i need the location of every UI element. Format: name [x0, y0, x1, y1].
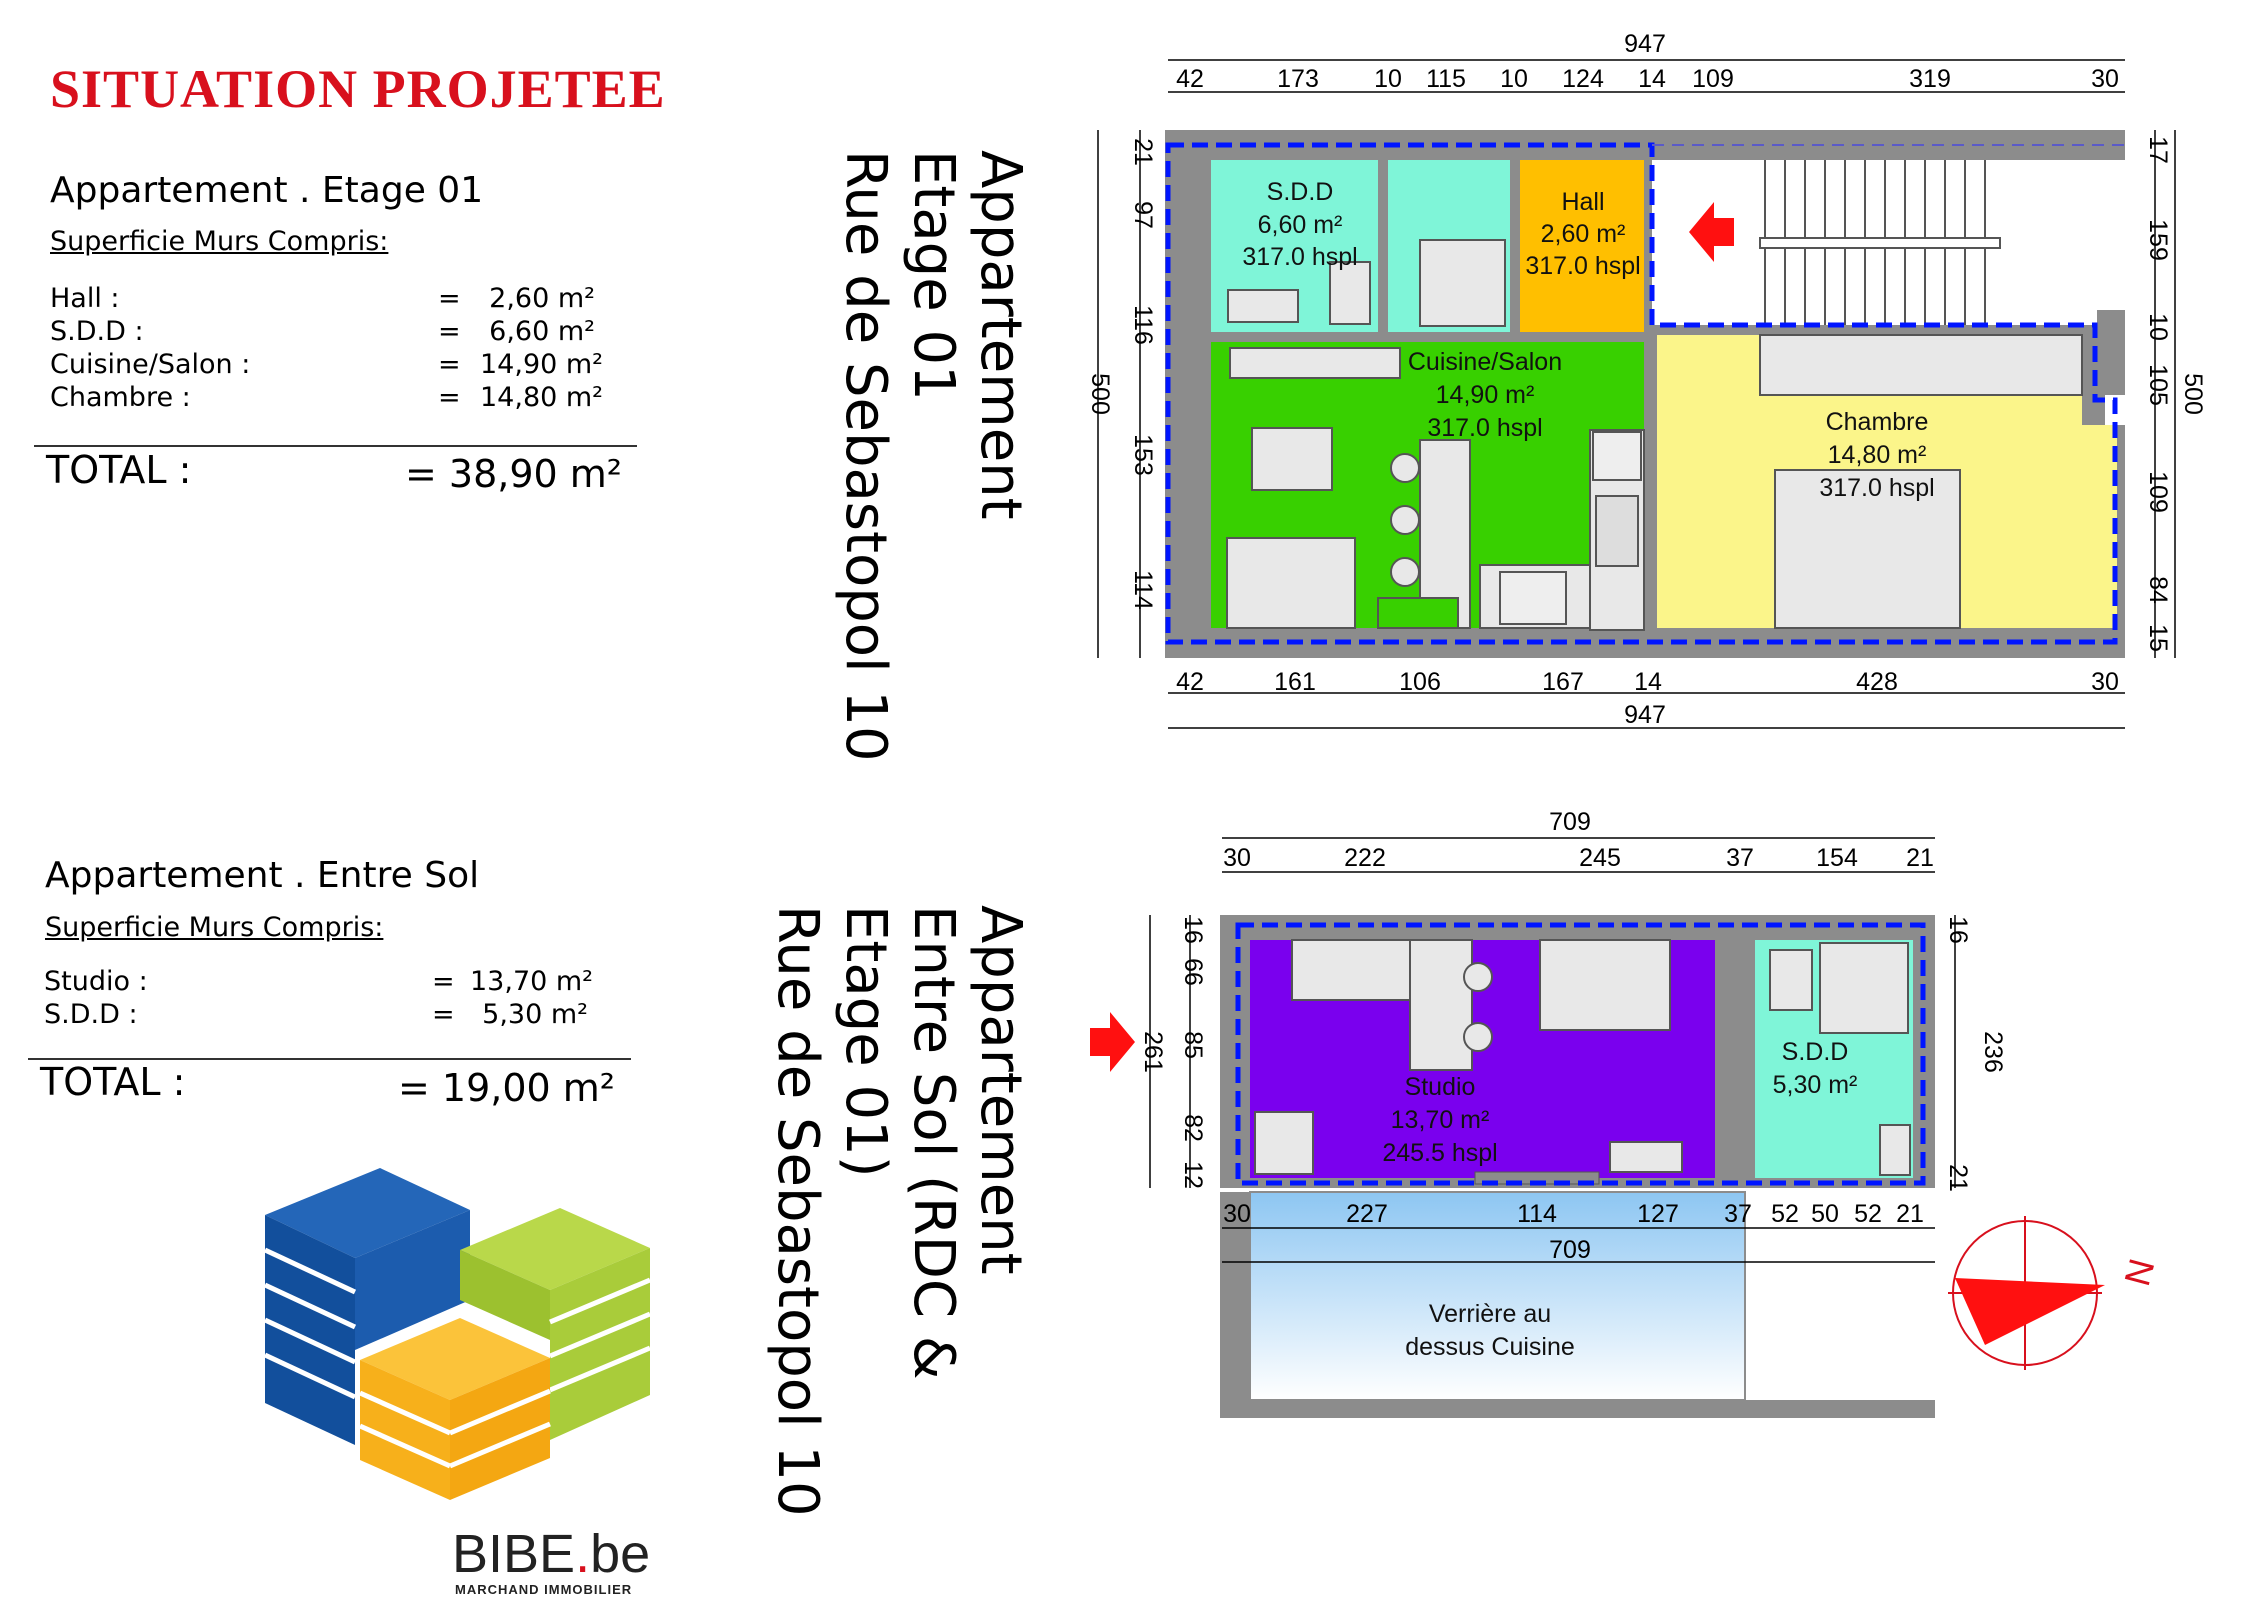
- room-label: 14,80 m²: [1827, 441, 1927, 469]
- logo: [265, 1168, 650, 1597]
- dim-label: 227: [1346, 1200, 1388, 1228]
- room-label: 5,30 m²: [1772, 1071, 1858, 1099]
- room-label: S.D.D: [1266, 178, 1334, 206]
- dim-label: 709: [1549, 808, 1591, 836]
- dim-label: 21: [1129, 138, 1157, 166]
- dim-label: 947: [1624, 30, 1666, 58]
- dim-label: 222: [1344, 844, 1386, 872]
- entresol-vertical-title-line: Rue de Sebastopol 10: [765, 905, 830, 1517]
- kitchen-counter: [1230, 348, 1400, 378]
- stool: [1391, 454, 1419, 482]
- etage01-row-eq: =: [438, 316, 461, 347]
- dim-label: 127: [1637, 1200, 1679, 1228]
- dim-label: 21: [1944, 1164, 1972, 1192]
- toilet: [1330, 262, 1370, 324]
- entresol-vertical-title-line: Appartement: [968, 905, 1033, 1275]
- entresol-heading: Appartement . Entre Sol: [45, 855, 480, 896]
- room-label: Cuisine/Salon: [1407, 348, 1563, 376]
- wall: [1220, 1400, 1935, 1418]
- kitchen-island: [1410, 940, 1472, 1070]
- room-label: dessus Cuisine: [1405, 1333, 1575, 1361]
- dim-label: 153: [1129, 434, 1157, 476]
- dim-label: 30: [1223, 844, 1251, 872]
- entresol-vertical-title-line: Entre Sol (RDC &: [901, 905, 966, 1380]
- stool: [1464, 1023, 1492, 1051]
- stool: [1391, 558, 1419, 586]
- dim-label: 709: [1549, 1236, 1591, 1264]
- plan-etage01: [1086, 30, 2207, 729]
- logo-tagline: MARCHAND IMMOBILIER: [455, 1582, 633, 1597]
- dim-label: 17: [2144, 136, 2172, 164]
- dim-label: 428: [1856, 668, 1898, 696]
- etage01-total-value: = 38,90 m²: [405, 452, 623, 496]
- room-label: 317.0 hspl: [1819, 474, 1935, 502]
- sink: [1596, 496, 1638, 566]
- room-label: S.D.D: [1781, 1038, 1849, 1066]
- entresol-row-value: 5,30 m²: [482, 999, 588, 1030]
- dim-label: 50: [1811, 1200, 1839, 1228]
- dim-label: 245: [1579, 844, 1621, 872]
- shower: [1420, 240, 1505, 326]
- entresol-row-label: Studio :: [44, 966, 148, 997]
- dim-label: 85: [1179, 1031, 1207, 1059]
- dim-label: 10: [1374, 65, 1402, 93]
- radiator: [1610, 1142, 1682, 1172]
- dim-label: 30: [1223, 1200, 1251, 1228]
- wardrobe: [1760, 335, 2082, 395]
- etage01-total-label: TOTAL :: [46, 448, 192, 492]
- etage01-row-eq: =: [438, 349, 461, 380]
- page-title: SITUATION PROJETEE: [50, 59, 666, 119]
- room-label: Verrière au: [1428, 1300, 1552, 1328]
- entresol-row-value: 13,70 m²: [470, 966, 594, 997]
- dim-label: 97: [1129, 201, 1157, 229]
- washbasin: [1228, 290, 1298, 322]
- dim-label: 115: [1426, 65, 1466, 93]
- room-label: 317.0 hspl: [1427, 414, 1543, 442]
- etage01-row-value: 14,90 m²: [480, 349, 604, 380]
- room-label: 13,70 m²: [1390, 1106, 1490, 1134]
- etage01-heading: Appartement . Etage 01: [50, 170, 484, 211]
- room-label: 317.0 hspl: [1525, 252, 1641, 280]
- shower: [1820, 943, 1908, 1033]
- dim-label: 261: [1139, 1031, 1167, 1073]
- room-label: 6,60 m²: [1257, 211, 1343, 239]
- stairwell: [2105, 395, 2145, 425]
- room-label: 245.5 hspl: [1382, 1139, 1498, 1167]
- dim-label: 15: [2144, 624, 2172, 652]
- room-label: 2,60 m²: [1540, 220, 1626, 248]
- etage01-row-eq: =: [438, 283, 461, 314]
- dim-label: 236: [1979, 1031, 2007, 1073]
- dim-label: 30: [2091, 668, 2119, 696]
- dim-label: 30: [2091, 65, 2119, 93]
- dim-label: 42: [1176, 668, 1204, 696]
- dim-label: 52: [1771, 1200, 1799, 1228]
- dim-label: 14: [1634, 668, 1662, 696]
- entresol-row-label: S.D.D :: [44, 999, 138, 1030]
- etage01-vertical-title-line: Rue de Sebastopol 10: [833, 150, 898, 762]
- dim-label: 82: [1179, 1114, 1207, 1142]
- dim-label: 319: [1909, 65, 1951, 93]
- entresol-total-value: = 19,00 m²: [398, 1066, 616, 1110]
- dim-label: 16: [1179, 916, 1207, 944]
- entresol-row-eq: =: [432, 966, 455, 997]
- room-label: Hall: [1561, 188, 1605, 216]
- etage01-row-eq: =: [438, 382, 461, 413]
- dim-label: 37: [1724, 1200, 1752, 1228]
- room-label: 317.0 hspl: [1242, 243, 1358, 271]
- etage01-row-value: 2,60 m²: [489, 283, 595, 314]
- etage01-subheading: Superficie Murs Compris:: [50, 226, 389, 257]
- etage01-row-label: Chambre :: [50, 382, 191, 413]
- room-label: 14,90 m²: [1435, 381, 1535, 409]
- compass-icon: [1948, 1216, 2162, 1370]
- entresol-vertical-title-line: Etage 01): [833, 905, 898, 1178]
- table: [1252, 428, 1332, 490]
- dim-label: 154: [1816, 844, 1858, 872]
- entresol-row-eq: =: [432, 999, 455, 1030]
- dim-label: 12: [1179, 1161, 1207, 1189]
- dim-label: 21: [1906, 844, 1934, 872]
- room-chambre: [2082, 425, 2117, 628]
- compass-label: N: [2116, 1254, 2163, 1291]
- entresol-total-label: TOTAL :: [40, 1060, 186, 1104]
- dim-label: 114: [1517, 1200, 1557, 1228]
- dim-label: 21: [1896, 1200, 1924, 1228]
- dim-label: 159: [2144, 219, 2172, 261]
- dim-label: 167: [1542, 668, 1584, 696]
- washbasin: [1880, 1125, 1910, 1175]
- storage: [1255, 1112, 1313, 1174]
- radiator: [1378, 598, 1458, 628]
- toilet: [1770, 950, 1812, 1010]
- etage01-row-value: 14,80 m²: [480, 382, 604, 413]
- cooktop: [1500, 572, 1566, 624]
- stool: [1391, 506, 1419, 534]
- dim-label: 500: [1086, 373, 1114, 415]
- dim-label: 52: [1854, 1200, 1882, 1228]
- dim-label: 124: [1562, 65, 1604, 93]
- sofa: [1540, 940, 1670, 1030]
- dim-label: 105: [2144, 364, 2172, 406]
- dim-label: 84: [2144, 576, 2172, 604]
- dim-label: 109: [1692, 65, 1734, 93]
- dim-label: 42: [1176, 65, 1204, 93]
- dim-label: 10: [1500, 65, 1528, 93]
- dim-label: 114: [1129, 570, 1157, 610]
- entresol-subheading: Superficie Murs Compris:: [45, 912, 384, 943]
- dim-label: 161: [1274, 668, 1316, 696]
- dim-label: 500: [2179, 373, 2207, 415]
- stairwell: [2080, 160, 2125, 310]
- dim-label: 37: [1726, 844, 1754, 872]
- logo-text: BIBE.be: [452, 1524, 651, 1584]
- etage01-row-label: S.D.D :: [50, 316, 144, 347]
- stool: [1464, 963, 1492, 991]
- etage01-row-label: Cuisine/Salon :: [50, 349, 251, 380]
- room-label: Chambre: [1825, 408, 1929, 436]
- dim-label: 109: [2144, 471, 2172, 513]
- dim-label: 10: [2144, 313, 2172, 341]
- dim-label: 947: [1624, 701, 1666, 729]
- dim-label: 66: [1179, 958, 1207, 986]
- etage01-vertical-title-line: Appartement: [968, 150, 1033, 520]
- fridge: [1593, 432, 1641, 480]
- dim-label: 14: [1638, 65, 1666, 93]
- entrance-arrow-icon: [1090, 1012, 1135, 1072]
- sofa: [1227, 538, 1355, 628]
- dim-label: 106: [1399, 668, 1441, 696]
- room-label: Studio: [1404, 1073, 1476, 1101]
- etage01-row-label: Hall :: [50, 283, 120, 314]
- dim-label: 173: [1277, 65, 1319, 93]
- etage01-row-value: 6,60 m²: [489, 316, 595, 347]
- dim-label: 116: [1129, 305, 1157, 345]
- etage01-vertical-title-line: Etage 01: [901, 150, 966, 401]
- plan-entresol: [1090, 808, 2007, 1418]
- dim-label: 16: [1944, 916, 1972, 944]
